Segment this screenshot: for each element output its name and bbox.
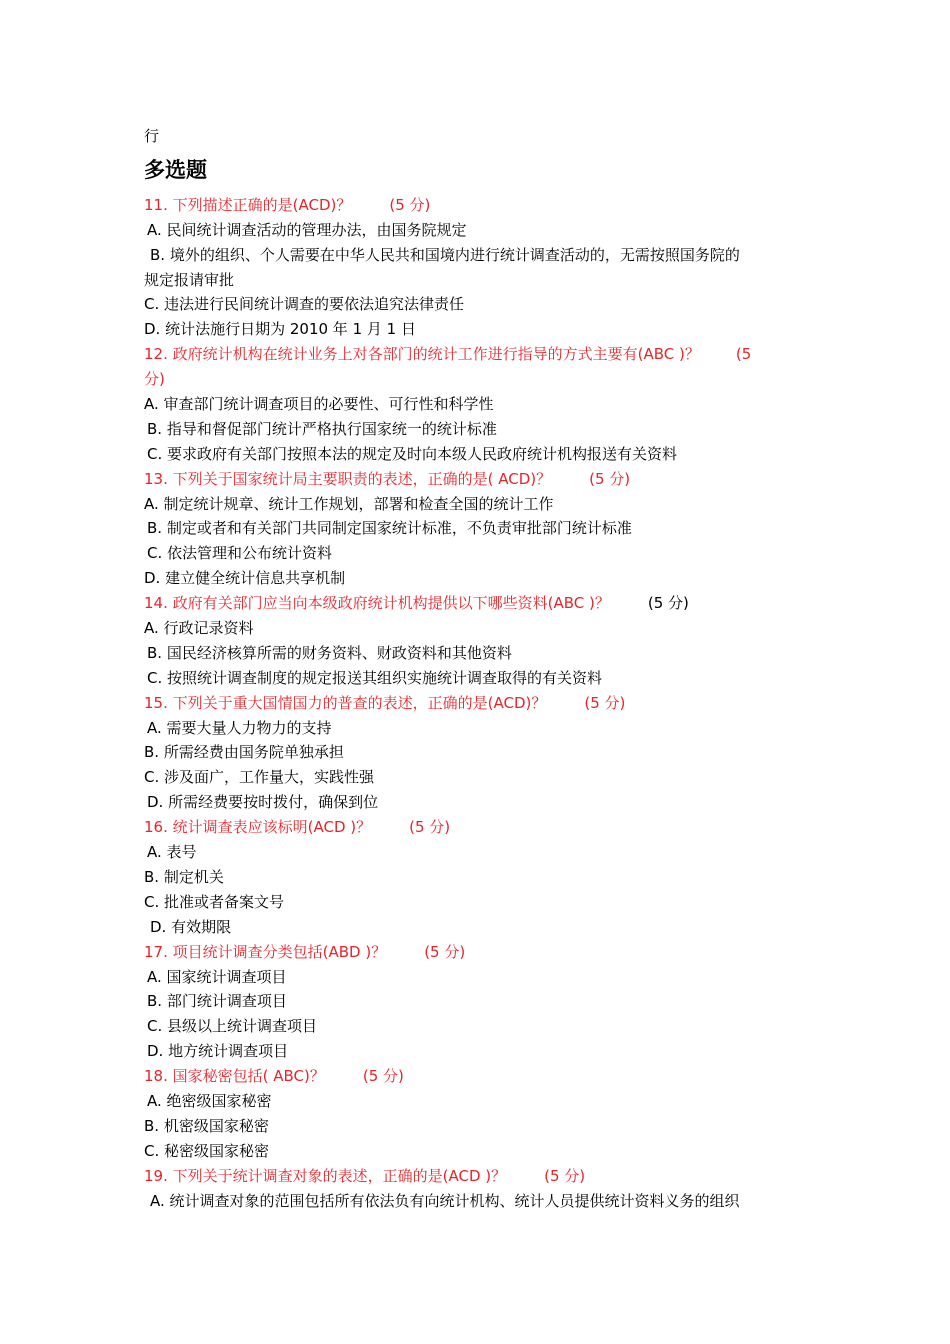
option: C. 依法管理和公布统计资料 [147,544,333,563]
question-text: 15. 下列关于重大国情国力的普查的表述，正确的是(ACD)？ [144,693,547,712]
question-text: 17. 项目统计调查分类包括(ABD )？ [144,942,387,961]
question-score: (5 分) [362,1067,404,1086]
question-11 [144,193,824,218]
question-14 [144,591,824,616]
question-score: (5 分) [424,942,466,961]
question-12 [144,342,824,367]
question-score: (5 分) [584,693,626,712]
option-continuation: 规定报请审批 [144,270,235,289]
question-15 [144,691,824,716]
question-12-score-continuation: 分) [144,370,165,389]
option: A. 表号 [147,843,197,862]
option: D. 地方统计调查项目 [147,1042,289,1061]
question-17 [144,940,824,965]
option: C. 涉及面广，工作量大，实践性强 [144,768,375,787]
document-content [144,124,824,1213]
question-text: 18. 国家秘密包括( ABC)？ [144,1067,325,1086]
option: A. 行政记录资料 [144,619,254,638]
section-title: 多选题 [144,157,207,182]
question-score: (5 分) [409,818,451,837]
option: B. 国民经济核算所需的财务资料、财政资料和其他资料 [147,643,512,662]
option: B. 所需经费由国务院单独承担 [144,743,344,762]
question-score: (5 分) [544,1166,586,1185]
option: B. 境外的组织、个人需要在中华人民共和国境内进行统计调查活动的，无需按照国务院的 [150,245,740,264]
option: A. 民间统计调查活动的管理办法，由国务院规定 [147,220,467,239]
option: C. 县级以上统计调查项目 [147,1017,318,1036]
option: D. 建立健全统计信息共享机制 [144,569,346,588]
question-text: 12. 政府统计机构在统计业务上对各部门的统计工作进行指导的方式主要有(ABC )？ [144,345,700,364]
option: C. 秘密级国家秘密 [144,1141,270,1160]
option: B. 制定或者和有关部门共同制定国家统计标准，不负责审批部门统计标准 [147,519,632,538]
option: D. 有效期限 [150,917,232,936]
option: A. 统计调查对象的范围包括所有依法负有向统计机构、统计人员提供统计资料义务的组织 [150,1191,740,1210]
question-18 [144,1064,824,1089]
option: A. 审查部门统计调查项目的必要性、可行性和科学性 [144,395,494,414]
question-score: (5 [735,345,752,364]
question-text: 13. 下列关于国家统计局主要职责的表述，正确的是( ACD)？ [144,469,552,488]
option: A. 绝密级国家秘密 [147,1091,272,1110]
option: B. 制定机关 [144,867,224,886]
option: B. 指导和督促部门统计严格执行国家统一的统计标准 [147,419,497,438]
question-16 [144,815,824,840]
question-text: 19. 下列关于统计调查对象的表述，正确的是(ACD )？ [144,1166,507,1185]
option: A. 制定统计规章、统计工作规划，部署和检查全国的统计工作 [144,494,554,513]
question-score: (5 分) [389,195,431,214]
question-text: 14. 政府有关部门应当向本级政府统计机构提供以下哪些资料(ABC )？ [144,594,610,613]
option: C. 违法进行民间统计调查的要依法追究法律责任 [144,295,465,314]
option: C. 批准或者备案文号 [144,892,285,911]
option: D. 统计法施行日期为 2010 年 1 月 1 日 [144,320,416,339]
top-fragment: 行 [144,127,160,145]
option: C. 按照统计调查制度的规定报送其组织实施统计调查取得的有关资料 [147,668,603,687]
question-score: (5 分) [589,469,631,488]
question-13 [144,467,824,492]
option: A. 国家统计调查项目 [147,967,287,986]
option: A. 需要大量人力物力的支持 [147,718,332,737]
question-text: 11. 下列描述正确的是(ACD)？ [144,195,352,214]
question-text: 16. 统计调查表应该标明(ACD )？ [144,818,372,837]
option: D. 所需经费要按时拨付，确保到位 [147,793,379,812]
question-19 [144,1164,824,1189]
option: B. 机密级国家秘密 [144,1116,269,1135]
option: C. 要求政府有关部门按照本法的规定及时向本级人民政府统计机构报送有关资料 [147,444,678,463]
option: B. 部门统计调查项目 [147,992,287,1011]
question-score: (5 分) [647,594,689,613]
